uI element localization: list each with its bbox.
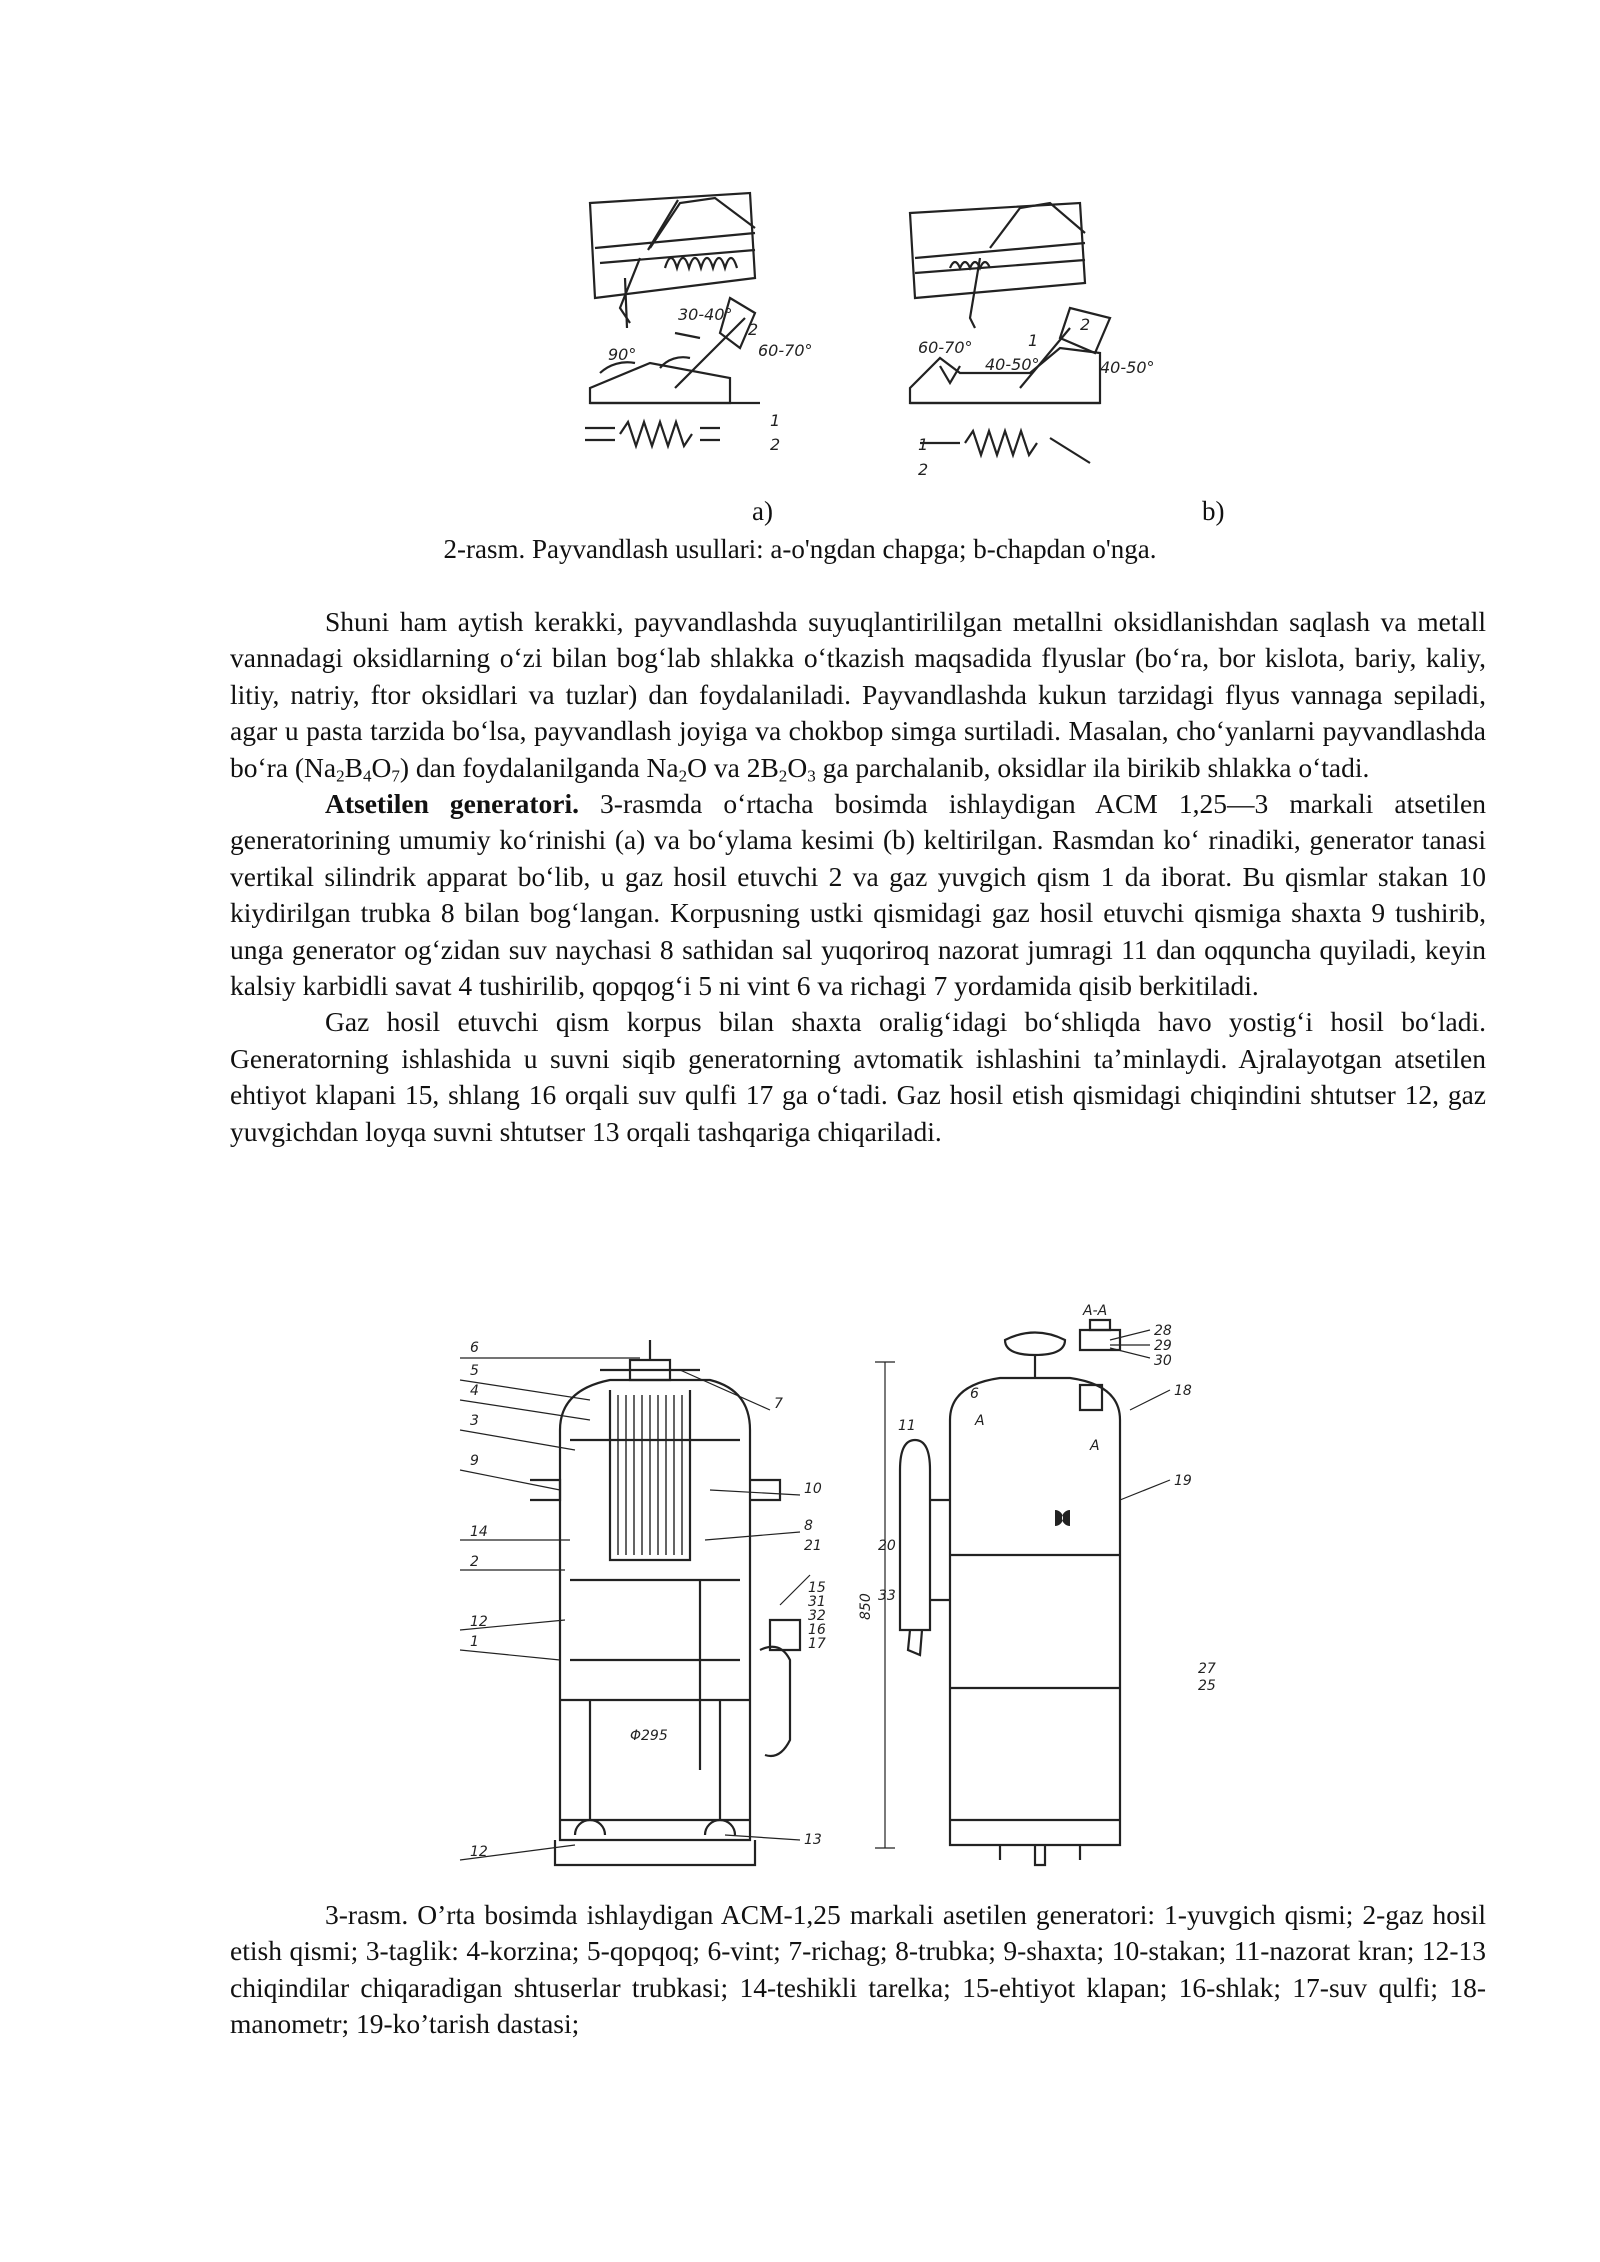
paragraph-flux-text-2: ) dan foydalanilganda Na bbox=[399, 751, 679, 783]
fig3-num-8: 8 bbox=[804, 1518, 813, 1534]
welding-methods-drawing bbox=[580, 188, 1190, 488]
figure-3-caption-text: 3-rasm. O’rta bosimda ishlaydigan ACM-1,25 markali asetilen generatori: 1-yuvgich qismi; 2-gaz hosil etish qismi; 3-taglik: 4-korzina; 5-qopqoq; 6-vint; 7-richag; 8-trubka; 9-shaxta; 10-stakan; 11-nazorat kran; 12-13 chiqindilar chiqaradigan shtuserlar trubkasi; 14-teshikli tarelka; 15-ehtiyot klapan; 16-shlak; 17-suv qulfi; 18-manometr; 19-ko’tarish dastasi; bbox=[230, 1899, 1486, 2040]
subscript: 3 bbox=[807, 765, 816, 785]
formula-o2: O bbox=[787, 751, 808, 783]
fig3-num-2: 2 bbox=[470, 1554, 479, 1570]
fig3-num-11: 11 bbox=[898, 1418, 916, 1434]
fig3-num-31: 31 bbox=[808, 1594, 826, 1610]
fig3-num-3: 3 bbox=[470, 1413, 479, 1429]
fig3-num-21: 21 bbox=[804, 1538, 822, 1554]
subscript: 2 bbox=[336, 765, 345, 785]
fig3-num-12a: 12 bbox=[470, 1614, 488, 1630]
section-heading: Atsetilen generatori. bbox=[325, 788, 579, 820]
num-b2: 2 bbox=[918, 460, 929, 479]
angle-a3: 60-70° bbox=[758, 341, 813, 360]
subscript: 2 bbox=[778, 765, 788, 785]
fig3-num-10: 10 bbox=[804, 1481, 822, 1497]
fig3-num-33: 33 bbox=[878, 1588, 896, 1604]
fig3-num-9: 9 bbox=[470, 1453, 479, 1469]
num-a2-torch: 2 bbox=[748, 320, 759, 339]
fig3-height: 850 bbox=[858, 1593, 874, 1620]
angle-b2: 40-50° bbox=[985, 355, 1040, 374]
fig3-section-label: A-A bbox=[1083, 1303, 1108, 1319]
paragraph-flux-text-3: O va 2B bbox=[687, 751, 779, 783]
paragraph-flux-text-4: ga parchalanib, oksidlar ila birikib shlakka oʻtadi. bbox=[815, 751, 1370, 783]
fig3-num-13: 13 bbox=[804, 1832, 822, 1848]
fig3-num-27: 27 bbox=[1198, 1661, 1216, 1677]
fig3-label-a1: A bbox=[975, 1413, 985, 1429]
paragraph-flux bbox=[230, 604, 1486, 786]
subscript: 2 bbox=[678, 765, 688, 785]
fig3-num-20: 20 bbox=[878, 1538, 896, 1554]
subscript: 7 bbox=[391, 765, 400, 785]
num-a1: 1 bbox=[770, 411, 781, 430]
num-a2: 2 bbox=[770, 435, 781, 454]
fig3-num-14: 14 bbox=[470, 1524, 488, 1540]
subscript: 4 bbox=[362, 765, 372, 785]
fig3-num-17: 17 bbox=[808, 1636, 826, 1652]
figure-2-caption: 2-rasm. Payvandlash usullari: a-o'ngdan chapga; b-chapdan o'nga. bbox=[443, 534, 1157, 564]
angle-b3: 40-50° bbox=[1100, 358, 1155, 377]
fig3-num-15: 15 bbox=[808, 1580, 826, 1596]
figure-2-label-b: b) bbox=[1202, 496, 1225, 526]
fig3-diameter: Φ295 bbox=[630, 1728, 668, 1744]
fig3-num-4: 4 bbox=[470, 1383, 479, 1399]
body-text bbox=[230, 604, 1486, 1150]
num-b2-torch: 2 bbox=[1080, 315, 1091, 334]
fig3-num-12b: 12 bbox=[470, 1844, 488, 1860]
fig3-num-18: 18 bbox=[1174, 1383, 1192, 1399]
figure-3-caption bbox=[230, 1897, 1486, 2043]
fig3-num-5: 5 bbox=[470, 1363, 479, 1379]
paragraph-flux-text-1: Shuni ham aytish kerakki, payvandlashda suyuqlantirililgan metallni oksidlanishdan saqlash va metall vannadagi oksidlarning oʻzi bilan bogʻlab shlakka oʻtkazish maqsadida flyuslar (boʻra, bor kislota, bariy, kaliy, litiy, natriy, ftor oksidlari va tuzlar) dan foydalaniladi. Payvandlashda kukun tarzidagi flyus vannaga sepiladi, agar u pasta tarzida boʻlsa, payvandlash joyiga va chokbop simga surtiladi. Masalan, choʻyanlarni payvandlashda boʻra (Na bbox=[230, 606, 1486, 783]
formula-b: B bbox=[344, 751, 363, 783]
num-b1: 1 bbox=[918, 435, 929, 454]
fig3-num-6b: 6 bbox=[970, 1386, 979, 1402]
angle-b1: 60-70° bbox=[918, 338, 973, 357]
figure-3-acetylene-generator bbox=[470, 1300, 1270, 1885]
fig3-num-1: 1 bbox=[470, 1634, 479, 1650]
fig3-num-28: 28 bbox=[1154, 1323, 1172, 1339]
figure-2-label-a: a) bbox=[752, 496, 773, 526]
figure-2-welding-methods bbox=[580, 188, 1190, 488]
paragraph-generator bbox=[230, 786, 1486, 1004]
fig3-num-30: 30 bbox=[1154, 1353, 1172, 1369]
fig3-num-25: 25 bbox=[1198, 1678, 1216, 1694]
fig3-num-6: 6 bbox=[470, 1340, 479, 1356]
num-b1-rod: 1 bbox=[1028, 331, 1039, 350]
fig3-label-a2: A bbox=[1090, 1438, 1100, 1454]
fig3-num-32: 32 bbox=[808, 1608, 826, 1624]
fig3-num-16: 16 bbox=[808, 1622, 826, 1638]
fig3-num-29: 29 bbox=[1154, 1338, 1172, 1354]
angle-a2: 30-40° bbox=[678, 305, 733, 324]
fig3-num-7: 7 bbox=[774, 1396, 783, 1412]
generator-drawing bbox=[470, 1300, 1270, 1885]
formula-o: O bbox=[371, 751, 392, 783]
paragraph-gas: Gaz hosil etuvchi qism korpus bilan shaxta oraligʻidagi boʻshliqda havo yostigʻi hosil boʻladi. Generatorning ishlashida u suvni siqib generatorning avtomatik ishlashini taʼminlaydi. Ajralayotgan atsetilen ehtiyot klapani 15, shlang 16 orqali suv qulfi 17 ga oʻtadi. Gaz hosil etish qismidagi chiqindini shtutser 12, gaz yuvgichdan loyqa suvni shtutser 13 orqali tashqariga chiqariladi. bbox=[230, 1006, 1486, 1147]
paragraph-generator-text: 3-rasmda oʻrtacha bosimda ishlaydigan ACM 1,25—3 markali atsetilen generatorining umumiy koʻrinishi (a) va boʻylama kesimi (b) keltirilgan. Rasmdan koʻ rinadiki, generator tanasi vertikal silindrik apparat boʻlib, u gaz hosil etuvchi 2 va gaz yuvgich qism 1 da iborat. Bu qismlar stakan 10 kiydirilgan trubka 8 bilan bogʻlangan. Korpusning ustki qismidagi gaz hosil etuvchi qismiga shaxta 9 tushirib, unga generator ogʻzidan suv naychasi 8 sathidan sal yuqoriroq nazorat jumragi 11 dan oqquncha quyiladi, keyin kalsiy karbidli savat 4 tushirilib, qopqogʻi 5 ni vint 6 va richagi 7 yordamida qisib berkitiladi. bbox=[230, 788, 1487, 1002]
fig3-num-19: 19 bbox=[1174, 1473, 1192, 1489]
angle-a1: 90° bbox=[608, 345, 637, 364]
